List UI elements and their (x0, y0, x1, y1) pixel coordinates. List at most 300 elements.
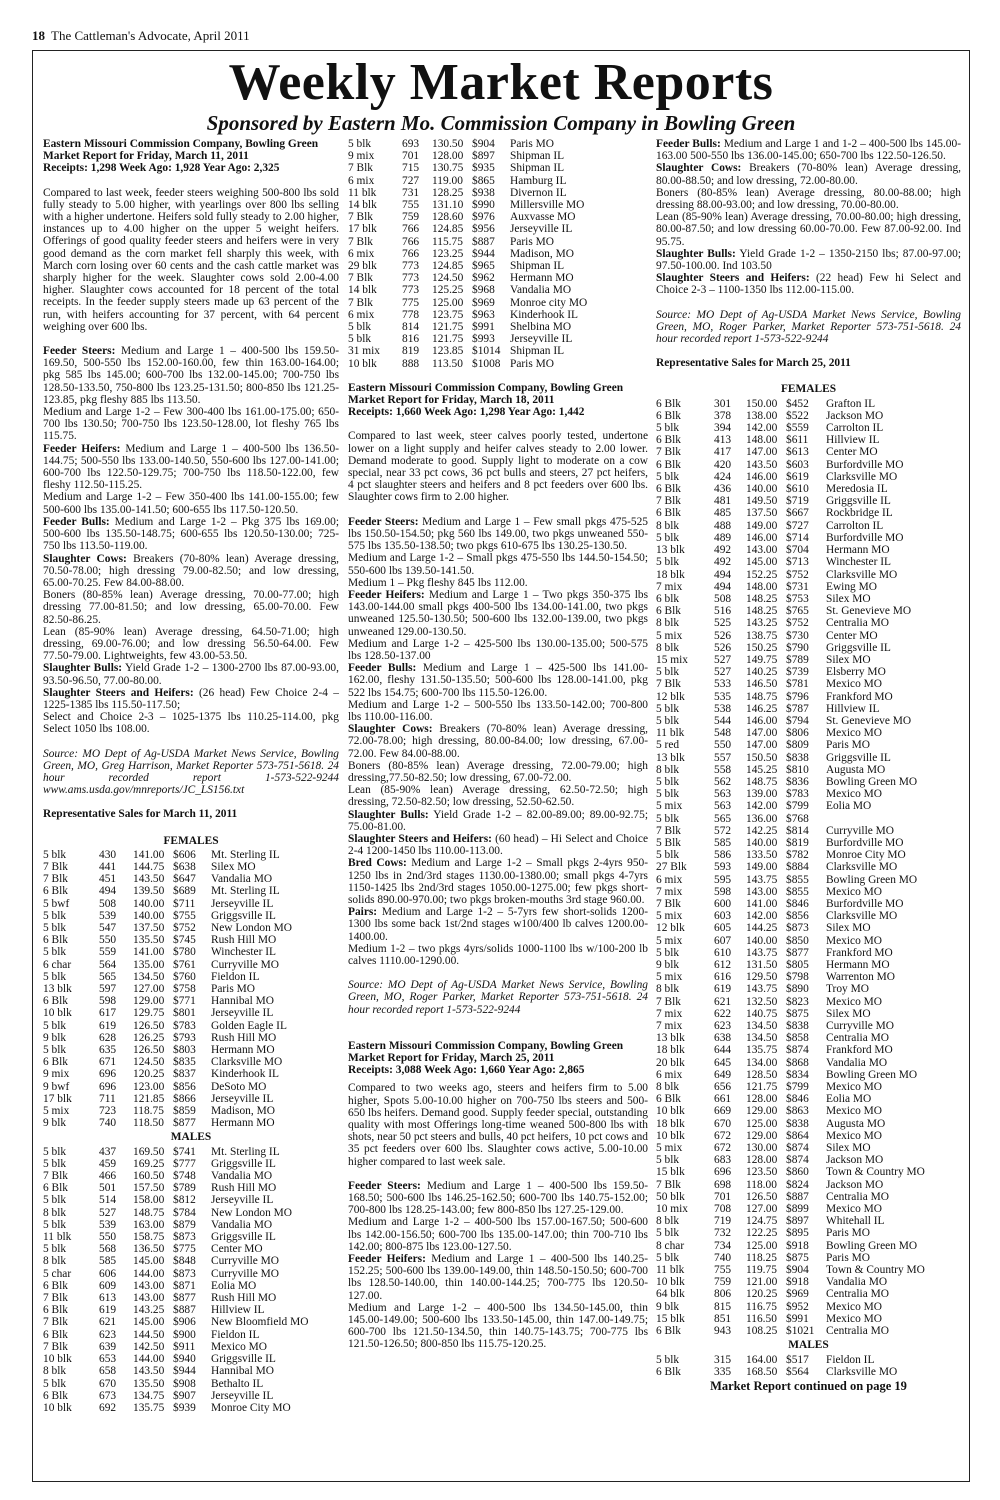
sale-head-count: 7 Blk (348, 235, 374, 248)
sale-location: Grafton IL (826, 397, 876, 410)
sale-location: DeSoto MO (211, 1080, 267, 1093)
sale-price: 141.00 (133, 848, 165, 861)
sale-weight: 656 (714, 1081, 732, 1094)
sale-row (43, 1341, 339, 1353)
report-header-line: Market Report for Friday, March 18, 2011 (348, 394, 555, 407)
report-paragraph (348, 589, 648, 638)
sale-head-count: 5 bwf (43, 897, 70, 910)
sale-row (656, 715, 961, 727)
sale-total: $911 (173, 1340, 196, 1353)
sale-head-count: 5 blk (656, 849, 680, 862)
sale-weight: 622 (714, 1007, 732, 1020)
sale-row (656, 849, 961, 861)
paragraph-text: Yield Grade 1-2 – 1350-2150 lbs; 87.00-97.00; 97.50-100.00. Ind 103.50 (656, 247, 961, 273)
report-paragraph (43, 345, 339, 406)
sale-row (656, 446, 961, 458)
sale-weight: 732 (714, 1227, 732, 1240)
sale-head-count: 29 blk (348, 260, 377, 273)
sale-location: Bethalto IL (211, 1377, 264, 1390)
paragraph-label: Slaughter Bulls: (43, 662, 123, 675)
sale-price: 116.75 (746, 1300, 777, 1313)
sale-total: $819 (786, 836, 809, 849)
sale-weight: 527 (714, 666, 732, 679)
sale-row (348, 162, 648, 174)
sale-total: $731 (786, 580, 809, 593)
sale-row (656, 483, 961, 495)
report-paragraph (348, 906, 648, 943)
paragraph-text: Medium and Large 1-2 – 5-7yrs few short-solids 1200-1300 lbs some back 1st/2nd stages w100/400 lb calves 1200.00-1400.00. (348, 906, 648, 943)
sale-total: $755 (173, 909, 196, 922)
sale-row (656, 874, 961, 886)
sale-head-count: 8 blk (43, 1365, 67, 1378)
sale-head-count: 5 blk (656, 1251, 680, 1264)
sale-location: Centralia MO (826, 1288, 889, 1301)
sale-head-count: 10 blk (348, 357, 377, 370)
paragraph-label: Slaughter Bulls: (656, 247, 736, 260)
sale-total: $781 (786, 678, 809, 691)
sale-price: 143.75 (746, 946, 778, 959)
sale-price: 144.00 (133, 1267, 165, 1280)
sale-weight: 766 (402, 235, 420, 248)
paragraph-text: Medium and Large 1 – Few small pkgs 475-525 lbs 150.50-154.50; pkg 560 lbs 149.00, two pkgs unweaned 550-575 lbs 135.50-138.50; two pkgs 610-675 lbs 130.25-130.50. (348, 515, 648, 553)
sale-weight: 731 (402, 186, 420, 199)
sale-head-count: 15 blk (656, 1312, 685, 1325)
paragraph-text: (22 head) Few hi Select and Choice 2-3 – 1100-1350 lbs 112.00-115.00. (656, 272, 962, 297)
sale-head-count: 8 blk (656, 1215, 680, 1228)
page-title: Weekly Market Reports (228, 54, 774, 111)
report-3-header (348, 1040, 648, 1077)
sale-weight: 564 (99, 958, 117, 971)
sale-row (656, 556, 961, 568)
sale-price: 123.00 (133, 1080, 165, 1093)
paragraph-text: Medium and Large 1-2 – 400-500 lbs 157.00-167.50; 500-600 lbs 142.00-156.50; 600-700 lbs 135.00-147.00; thin 700-710 lbs 142.00; 800-875 lbs 123.00-127.50. (348, 1216, 648, 1253)
sale-price: 145.00 (133, 1255, 165, 1268)
sale-price: 169.50 (133, 1145, 165, 1158)
sale-price: 116.50 (746, 1312, 777, 1325)
sale-head-count: 5 mix (656, 629, 683, 642)
sale-total: $856 (786, 910, 809, 923)
sale-location: Rush Hill MO (211, 1182, 277, 1195)
sale-location: Shipman IL (510, 345, 565, 358)
sale-row (656, 1020, 961, 1032)
sale-total: $619 (786, 470, 809, 483)
sale-row (656, 1166, 961, 1178)
sale-head-count: 31 mix (348, 345, 380, 358)
continued-notice: Market Report continued on page 19 (710, 1378, 907, 1393)
sale-head-count: 5 mix (656, 1142, 683, 1155)
sale-weight: 335 (714, 1365, 732, 1378)
sale-row (656, 1313, 961, 1325)
paragraph-label: Feeder Steers: (348, 1179, 421, 1192)
sale-head-count: 10 blk (43, 1353, 72, 1366)
paragraph-label: Slaughter Bulls: (348, 808, 429, 821)
sale-location: Vandalia MO (826, 1276, 888, 1289)
sale-price: 158.00 (133, 1194, 165, 1207)
sale-head-count: 7 mix (656, 885, 683, 898)
sale-weight: 598 (714, 885, 732, 898)
sale-row (656, 1264, 961, 1276)
sale-row (43, 885, 339, 897)
sale-weight: 673 (99, 1389, 117, 1402)
sale-total: $1021 (786, 1325, 815, 1338)
sale-head-count: 6 Blk (656, 1093, 682, 1106)
sale-price: 130.75 (432, 162, 464, 175)
sale-row (348, 236, 648, 248)
sale-weight: 773 (402, 260, 420, 273)
sale-location: Vandalia MO (211, 873, 273, 886)
sale-price: 146.25 (746, 702, 778, 715)
sale-total: $835 (173, 1056, 196, 1069)
sale-weight: 516 (714, 605, 732, 618)
sale-location: Mexico MO (211, 1340, 267, 1353)
sale-price: 149.00 (746, 861, 778, 874)
sale-location: Mt. Sterling IL (211, 885, 280, 898)
sale-price: 148.25 (746, 592, 778, 605)
paragraph-text: Medium and Large 1-2 – 400-500 lbs 134.50-145.00, thin 145.00-149.00; 500-600 lbs 133.50-145.00, thin 147.00-149.75; 600-700 lbs 121.50-134.50, thin 140.75-143.75; 700-775 lbs 121.50-126.50; 800-850 lbs 115.75-120.25. (348, 1301, 648, 1351)
sale-weight: 436 (714, 483, 732, 496)
sale-total: $895 (786, 1227, 809, 1240)
sale-weight: 696 (99, 1080, 117, 1093)
sale-weight: 649 (714, 1068, 732, 1081)
sale-price: 128.00 (432, 150, 464, 163)
report-header-line: Receipts: 3,088 Week Ago: 1,660 Year Ago: 2,865 (348, 1064, 585, 1077)
sale-total: $887 (472, 235, 495, 248)
sale-price: 160.50 (133, 1170, 165, 1183)
sale-weight: 558 (714, 763, 732, 776)
sale-price: 124.85 (432, 223, 464, 236)
sale-weight: 672 (714, 1142, 732, 1155)
sale-location: Vandalia MO (211, 1218, 273, 1231)
paragraph-text: Medium and Large 1 – 400-500 lbs 159.50-168.50; 500-600 lbs 146.25-162.50; 600-700 lbs 140.75-152.00; 700-800 lbs 128.25-143.00; few 800-850 lbs 127.25-129.00. (348, 1179, 648, 1217)
sale-total: $969 (786, 1288, 809, 1301)
paragraph-text: Boners (80-85% lean) Average dressing, 80.00-88.00; high dressing 88.00-93.00; and low dressing, 70.00-80.00. (656, 186, 961, 212)
sale-location: Golden Eagle IL (211, 1019, 287, 1032)
sale-total: $790 (786, 641, 809, 654)
sale-location: Monroe City MO (826, 849, 906, 862)
sale-row (348, 248, 648, 260)
sale-total: $962 (472, 272, 495, 285)
sale-price: 150.50 (746, 751, 778, 764)
sale-price: 143.00 (746, 885, 778, 898)
sale-total: $834 (786, 1068, 809, 1081)
sale-location: Whitehall IL (826, 1215, 885, 1228)
sale-location: Vandalia MO (510, 284, 572, 297)
paragraph-text: Medium and Large 1-2 – Small pkgs 2-4yrs 950-1250 lbs in 2nd/3rd stages 1130.00-1380.00; small pkgs 4-7yrs 1150-1425 lbs 2nd/3rd stages 1050.00-1275.00; few pkgs short-solids 890.00-970.00; two pkgs broken-mouths 3rd stage 960.00. (348, 857, 648, 906)
sale-location: Madison, MO (211, 1105, 275, 1118)
sale-location: Jackson MO (826, 409, 884, 422)
sale-location: Divernon IL (510, 186, 567, 199)
sale-row (43, 861, 339, 873)
sale-row (348, 223, 648, 235)
sale-row (43, 1117, 339, 1129)
paragraph-label: Slaughter Steers and Heifers: (43, 686, 194, 699)
sale-weight: 621 (99, 1316, 117, 1329)
sale-row (656, 1252, 961, 1264)
sale-row (656, 959, 961, 971)
sale-price: 131.50 (746, 959, 778, 971)
sale-location: Rush Hill MO (211, 934, 277, 947)
sale-location: Shipman IL (510, 150, 565, 163)
sale-weight: 815 (714, 1300, 732, 1313)
sale-head-count: 6 Blk (43, 885, 69, 898)
sale-location: Mexico MO (826, 1129, 882, 1142)
sale-location: Centralia MO (826, 617, 889, 630)
sale-weight: 535 (714, 690, 732, 703)
sale-row (656, 1325, 961, 1337)
sale-total: $938 (472, 186, 495, 199)
sale-weight: 572 (714, 824, 732, 837)
sale-head-count: 7 Blk (43, 1292, 69, 1305)
sale-row (656, 922, 961, 934)
sale-total: $877 (173, 1292, 196, 1305)
sale-total: $789 (786, 653, 809, 666)
sale-row (43, 1280, 339, 1292)
sale-row (656, 1093, 961, 1105)
sale-price: 137.50 (133, 921, 165, 934)
paragraph-text: Lean (85-90% lean) Average dressing, 70.00-80.00; high dressing, 80.00-87.50; and low dressing 60.00-70.00. Few 87.00-92.00. Ind 95.75. (656, 211, 961, 248)
sale-row (656, 703, 961, 715)
sale-price: 118.25 (746, 1251, 777, 1264)
sale-location: Hannibal MO (211, 1365, 274, 1378)
sale-weight: 603 (714, 910, 732, 923)
sale-total: $809 (786, 739, 809, 752)
sale-row (43, 1182, 339, 1194)
sale-location: Griggsville IL (826, 751, 891, 764)
sale-location: Troy MO (826, 983, 869, 996)
sale-total: $887 (786, 1190, 809, 1203)
sale-head-count: 5 blk (43, 1218, 67, 1231)
sale-row (656, 1301, 961, 1313)
sale-total: $803 (173, 1044, 196, 1057)
sale-total: $713 (786, 556, 809, 569)
sale-weight: 563 (714, 800, 732, 813)
sale-price: 169.25 (133, 1157, 165, 1170)
sale-location: Centralia MO (826, 1032, 889, 1045)
sale-row (43, 1390, 339, 1402)
report-1-source: Source: MO Dept of Ag-USDA Market News Service, Bowling Green, MO, Greg Harrison, Market Reporter 573-751-5618. 24 hour recorded report 1-573-522-9244 www.ams.usda.gov/mnreports/JC_LS156.txt (43, 747, 339, 797)
sale-price: 158.75 (133, 1231, 165, 1244)
report-3-males-label: MALES (788, 1339, 829, 1352)
sale-price: 148.00 (746, 434, 778, 447)
sale-total: $806 (786, 727, 809, 740)
sale-row (656, 788, 961, 800)
sale-row (656, 1276, 961, 1288)
sale-price: 164.00 (746, 1353, 778, 1366)
sale-weight: 547 (99, 921, 117, 934)
sale-weight: 585 (714, 836, 732, 849)
paragraph-text: Medium and Large 1 – 400-500 lbs 140.25-152.25; 500-600 lbs 139.00-149.00, thin 148.50-150.50; 600-700 lbs 128.50-140.00, thin 140.00-144.25; 700-775 lbs 120.50-127.00. (348, 1253, 648, 1302)
sale-location: Burfordville MO (826, 458, 904, 471)
sale-head-count: 6 mix (656, 1068, 683, 1081)
paragraph-label: Feeder Heifers: (348, 1253, 426, 1266)
report-2-source: Source: MO Dept of Ag-USDA Market News Service, Bowling Green, MO, Roger Parker, Market Reporter 573-751-5618. 24 hour recorded report 1-573-522-9244 (348, 979, 648, 1016)
sale-row (656, 910, 961, 922)
sale-weight: 607 (714, 934, 732, 947)
sale-price: 120.25 (746, 1288, 778, 1301)
sale-weight: 526 (714, 641, 732, 654)
sale-price: 134.50 (746, 1032, 778, 1045)
sale-total: $855 (786, 873, 809, 886)
sale-row (656, 422, 961, 434)
sale-weight: 557 (714, 751, 732, 764)
sale-weight: 653 (99, 1353, 117, 1366)
sale-head-count: 13 blk (43, 983, 72, 995)
sale-price: 146.00 (746, 714, 778, 727)
sale-weight: 600 (714, 897, 732, 910)
report-1-intro: Compared to last week, feeder steers weighing 500-800 lbs sold fully steady to 5.00 higher, with yearlings over 800 lbs selling with a higher undertone. Heifers sold fully steady to 2.00 higher, instances up to 4.00 higher on the upper 5 weight heifers. Offerings of good quality feeder steers and heifers were in very good demand as the corn market fell sharply this week, with March corn losing over 60 cents and the cash cattle market was sharply higher for the week. Slaughter cows sold 2.00-4.00 higher. Slaughter cows accounted for 18 percent of the total receipts. In the feeder supply steers made up 63 percent of the run, with heifers accounting for 37 percent, with 64 percent weighing over 600 lbs. (43, 186, 339, 333)
sale-location: Griggsville IL (211, 1353, 276, 1366)
sale-price: 135.50 (133, 934, 165, 947)
sale-total: $873 (173, 1231, 196, 1244)
sale-location: Griggsville IL (826, 641, 891, 654)
sale-total: $741 (173, 1145, 196, 1158)
sale-head-count: 6 mix (656, 873, 683, 886)
sale-weight: 727 (402, 174, 420, 187)
sale-row (43, 1316, 339, 1328)
sale-weight: 508 (99, 897, 117, 910)
sale-head-count: 6 Blk (656, 1365, 682, 1378)
sale-weight: 773 (402, 272, 420, 285)
sale-location: Jackson MO (826, 1178, 884, 1191)
sale-head-count: 11 blk (43, 1231, 72, 1244)
sale-location: Hamburg IL (510, 174, 567, 187)
paragraph-label: Slaughter Steers and Heifers: (348, 832, 492, 845)
sale-head-count: 5 blk (656, 702, 680, 715)
sale-row (656, 813, 961, 825)
sale-head-count: 6 Blk (43, 1389, 69, 1402)
sale-price: 148.75 (746, 775, 778, 788)
sale-location: Mexico MO (826, 1312, 882, 1325)
sale-row (656, 825, 961, 837)
sale-location: Centralia MO (826, 1190, 889, 1203)
sale-total: $517 (786, 1353, 809, 1366)
sale-weight: 568 (99, 1243, 117, 1256)
paragraph-text: Breakers (70-80% lean) Average dressing, 80.00-88.50; and low dressing, 72.00-80.00. (656, 162, 961, 187)
sale-head-count: 10 blk (43, 1401, 72, 1414)
sale-location: Mexico MO (826, 727, 882, 740)
paragraph-text: Lean (85-90% lean) Average dressing, 62.50-72.50; high dressing, 72.50-82.50; low dressing, 52.50-62.50. (348, 784, 648, 809)
sale-total: $848 (173, 1255, 196, 1268)
sale-head-count: 9 mix (348, 150, 375, 163)
report-paragraph (656, 187, 961, 211)
sale-head-count: 5 mix (656, 910, 683, 923)
sale-price: 126.50 (746, 1190, 778, 1203)
report-header-line: Market Report for Friday, March 25, 2011 (348, 1052, 555, 1065)
sale-location: Hillview IL (826, 702, 880, 715)
paragraph-label: Feeder Steers: (43, 345, 116, 358)
sale-total: $796 (786, 690, 809, 703)
sale-total: $814 (786, 824, 809, 837)
report-paragraph (656, 248, 961, 272)
sale-head-count: 7 Blk (43, 873, 69, 886)
sale-price: 126.25 (133, 1031, 165, 1044)
sale-total: $858 (786, 1032, 809, 1045)
sale-weight: 488 (714, 519, 732, 532)
sale-head-count: 6 Blk (656, 507, 682, 520)
sale-row (656, 800, 961, 812)
sale-head-count: 9 blk (656, 1300, 680, 1313)
sale-row (656, 1191, 961, 1203)
sale-weight: 494 (714, 580, 732, 593)
sale-head-count: 7 Blk (43, 860, 69, 873)
sale-row (656, 1227, 961, 1239)
sale-row (656, 752, 961, 764)
sale-head-count: 7 Blk (348, 211, 374, 224)
sale-weight: 701 (714, 1190, 732, 1203)
report-paragraph (348, 662, 648, 699)
sale-total: $1014 (472, 345, 501, 358)
sale-weight: 766 (402, 247, 420, 260)
sale-price: 127.00 (133, 983, 165, 995)
sale-head-count: 6 Blk (43, 1279, 69, 1292)
sale-head-count: 6 Blk (656, 458, 682, 471)
sale-row (43, 1170, 339, 1182)
sale-row (43, 1093, 339, 1105)
sale-total: $775 (173, 1243, 196, 1256)
report-paragraph (348, 1253, 648, 1302)
sale-total: $855 (786, 885, 809, 898)
sale-weight: 619 (714, 983, 732, 996)
sale-weight: 420 (714, 458, 732, 471)
report-paragraph (43, 626, 339, 663)
sale-head-count: 5 char (43, 1267, 72, 1280)
paragraph-label: Feeder Bulls: (43, 515, 110, 528)
sale-head-count: 5 blk (656, 775, 680, 788)
sale-weight: 814 (402, 321, 420, 334)
report-paragraph (43, 553, 339, 590)
sale-total: $783 (786, 788, 809, 801)
sale-location: Silex MO (826, 1007, 871, 1020)
sale-price: 128.60 (432, 211, 464, 224)
sale-price: 143.00 (133, 1279, 165, 1292)
report-paragraph (348, 784, 648, 808)
sale-total: $956 (472, 223, 495, 236)
sale-weight: 492 (714, 556, 732, 569)
sale-price: 126.50 (133, 1044, 165, 1057)
paragraph-text: (60 head) – Hi Select and Choice 2-4 1200-1450 lbs 110.00-113.00. (348, 832, 648, 858)
sale-location: Warrenton MO (826, 971, 895, 984)
sale-weight: 708 (714, 1203, 732, 1216)
sale-location: Monroe city MO (510, 296, 588, 309)
sale-row (656, 654, 961, 666)
sale-row (348, 333, 648, 345)
sale-head-count: 6 Blk (656, 1325, 682, 1338)
sale-location: Jerseyville IL (211, 1389, 274, 1402)
sale-weight: 539 (99, 1218, 117, 1231)
sale-price: 143.50 (133, 873, 165, 886)
sale-location: Clarksville MO (826, 568, 898, 581)
sale-weight: 619 (99, 1019, 117, 1032)
sale-price: 130.50 (432, 138, 464, 150)
sale-total: $899 (786, 1203, 809, 1216)
report-1-males-label: MALES (170, 1131, 212, 1144)
sale-total: $871 (173, 1279, 196, 1292)
sale-location: Frankford MO (826, 946, 893, 959)
sale-weight: 723 (99, 1105, 117, 1118)
sale-row (43, 934, 339, 946)
report-header-line: Receipts: 1,660 Week Ago: 1,298 Year Ago: 1,442 (348, 406, 585, 419)
sale-location: Curryville MO (211, 1267, 280, 1280)
sale-row (656, 434, 961, 446)
sale-price: 125.00 (746, 1239, 778, 1252)
sale-row (43, 1378, 339, 1390)
sale-location: Silex MO (211, 860, 256, 873)
report-3-males-table (656, 1354, 961, 1378)
sale-price: 118.50 (133, 1117, 164, 1130)
sale-head-count: 5 blk (656, 714, 680, 727)
sale-head-count: 5 blk (43, 1157, 67, 1170)
sale-total: $864 (786, 1129, 809, 1142)
